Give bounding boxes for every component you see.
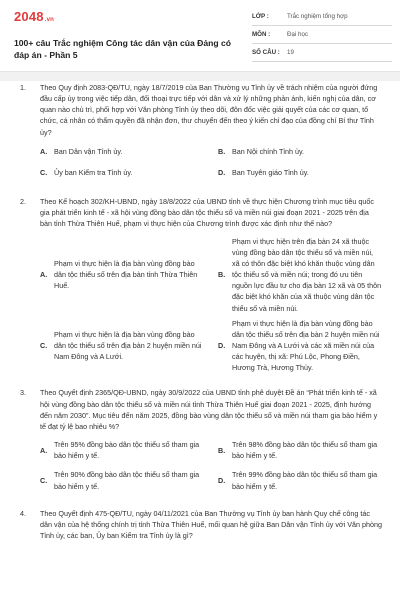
question-text: Theo Quyết định 475-QĐ/TU, ngày 04/11/2021 của Ban Thường vụ Tỉnh ủy ban hành Quy chế công tác dân vận của hệ thống chính trị tỉnh Thừa Thiên Huế, mối quan hệ giữa Ban Dân vận Tỉnh ủy với Văn phòng Tỉnh ủy, các ban, Ủy ban Kiểm tra Tỉnh ủy là gì? xyxy=(40,508,382,540)
logo-text: 2048 xyxy=(14,9,44,24)
question-text: Theo Quy định 2083-QĐ/TU, ngày 18/7/2019 của Ban Thường vụ Tỉnh ủy về trách nhiệm của người đứng đầu cấp ủy trong việc tiếp dân, đối thoại trực tiếp với dân và xử lý những phản ánh, kiến nghị của dân, cơ quan nào chủ trì, phối hợp với Văn phòng Tỉnh ủy theo dõi, đôn đốc việc giải quyết của các cơ quan, tổ chức, cá nhân có thẩm quyền đã nhận đơn, thư chuyển đến theo ý kiến chỉ đạo của đồng chí Bí thư Tỉnh ủy? xyxy=(40,83,378,137)
info-value: Trắc nghiệm tổng hợp xyxy=(287,12,348,20)
option-text: Trên 90% đồng bào dân tộc thiểu số tham gia bảo hiểm y tế. xyxy=(54,470,200,491)
option-c[interactable] xyxy=(40,469,204,491)
question-number: 2. xyxy=(20,197,26,207)
info-row-count xyxy=(252,44,392,62)
page-title: 100+ câu Trắc nghiệm Công tác dân vận của Đảng có đáp án - Phần 5 xyxy=(14,38,232,61)
info-value: 19 xyxy=(287,48,294,56)
option-c[interactable] xyxy=(40,318,204,374)
section-divider xyxy=(0,71,400,81)
option-c[interactable] xyxy=(40,167,204,178)
option-letter: D. xyxy=(218,340,226,350)
info-row-class xyxy=(252,8,392,26)
info-table xyxy=(252,8,392,62)
question-number: 1. xyxy=(20,83,26,92)
option-text: Phạm vi thực hiện là địa bàn vùng đồng bào dân tộc thiểu số trên địa bàn 2 huyện miền núi Nam Đông và A Lưới. xyxy=(54,329,202,362)
question-text: Theo Quyết định 2365/QĐ-UBND, ngày 30/9/2022 của UBND tỉnh phê duyệt Đề án “Phát triển kinh tế - xã hội vùng đồng bào dân tộc thiểu số và miền núi tỉnh Thừa Thiên Huế giai đoạn 2021 - 2025, định hướng đến năm 2030”. Mục tiêu đến năm 2025, đồng bào vùng dân tộc thiểu số và miền núi tham gia bảo hiểm y tế đạt tỷ lệ bao nhiêu %? xyxy=(40,388,378,431)
info-value: Đại học xyxy=(287,30,308,38)
option-text: Phạm vi thực hiện là địa bàn vùng đồng bào dân tộc thiểu số trên địa bàn 2 huyện miền núi Nam Đông và A Lưới và các xã miền núi của các huyện, thị xã: Phú Lộc, Phong Điền, Hương Trà, Hương Thủy. xyxy=(232,318,380,373)
question-1 xyxy=(0,82,400,178)
option-text: Ban Nội chính Tỉnh ủy. xyxy=(232,146,305,156)
option-letter: A. xyxy=(40,270,48,280)
option-letter: D. xyxy=(218,475,226,485)
info-key: MÔN : xyxy=(252,30,271,38)
question-3 xyxy=(0,387,400,491)
info-row-subject xyxy=(252,26,392,44)
option-text: Ban Tuyên giáo Tỉnh ủy. xyxy=(232,167,309,177)
option-letter: B. xyxy=(218,445,226,455)
option-text: Trên 98% đồng bào dân tộc thiểu số tham gia bảo hiểm y tế. xyxy=(232,440,378,461)
option-text: Ủy ban Kiểm tra Tỉnh ủy. xyxy=(54,167,133,177)
options xyxy=(40,439,382,492)
option-text: Phạm vi thực hiện là địa bàn vùng đồng bào dân tộc thiểu số trên địa bàn tỉnh Thừa Thiên Huế. xyxy=(54,258,198,291)
option-letter: C. xyxy=(40,167,48,177)
question-number: 4. xyxy=(20,508,26,518)
option-letter: B. xyxy=(218,270,226,280)
option-b[interactable] xyxy=(218,146,382,157)
option-b[interactable] xyxy=(218,236,382,314)
option-letter: D. xyxy=(218,167,226,177)
option-letter: C. xyxy=(40,475,48,485)
option-letter: C. xyxy=(40,340,48,350)
info-key: LỚP : xyxy=(252,12,269,20)
option-b[interactable] xyxy=(218,439,382,461)
option-letter: B. xyxy=(218,146,226,156)
option-letter: A. xyxy=(40,146,48,156)
option-d[interactable] xyxy=(218,167,382,178)
info-key: SỐ CÂU : xyxy=(252,48,280,56)
option-d[interactable] xyxy=(218,469,382,491)
option-text: Phạm vi thực hiện trên địa bàn 24 xã thuộc vùng đồng bào dân tộc thiểu số và miền núi, xã có thôn đặc biệt khó khăn thuộc vùng dân tộc thiểu số và miền núi; trong đó ưu tiên nguồn lực đầu tư cho địa bàn 12 xã và 05 thôn đặc biệt khó khăn của xã thuộc vùng dân tộc thiểu số và miền núi. xyxy=(232,236,382,313)
question-list xyxy=(0,82,400,541)
option-a[interactable] xyxy=(40,146,204,157)
options xyxy=(40,236,382,374)
option-text: Trên 99% đồng bào dân tộc thiểu số tham gia bảo hiểm y tế. xyxy=(232,470,378,491)
question-number: 3. xyxy=(20,388,26,398)
question-4 xyxy=(0,508,400,541)
option-a[interactable] xyxy=(40,439,204,461)
option-text: Ban Dân vận Tỉnh ủy. xyxy=(54,146,123,156)
option-a[interactable] xyxy=(40,236,204,314)
options xyxy=(40,146,382,178)
option-text: Trên 95% đồng bào dân tộc thiểu số tham gia bảo hiểm y tế. xyxy=(54,440,200,461)
logo-suffix: .vn xyxy=(44,17,55,23)
option-d[interactable] xyxy=(218,318,382,374)
question-2 xyxy=(0,196,400,373)
option-letter: A. xyxy=(40,445,48,455)
question-text: Theo Kế hoạch 302/KH-UBND, ngày 18/8/2022 của UBND tỉnh về thực hiện Chương trình mục tiêu quốc gia phát triển kinh tế - xã hội vùng đồng bào dân tộc thiểu số và miền núi giai đoạn 2021 - 2025 trên địa bàn tỉnh Thừa Thiên Huế, phạm vi thực hiện của Chương trình được xác định như thế nào? xyxy=(40,197,374,229)
